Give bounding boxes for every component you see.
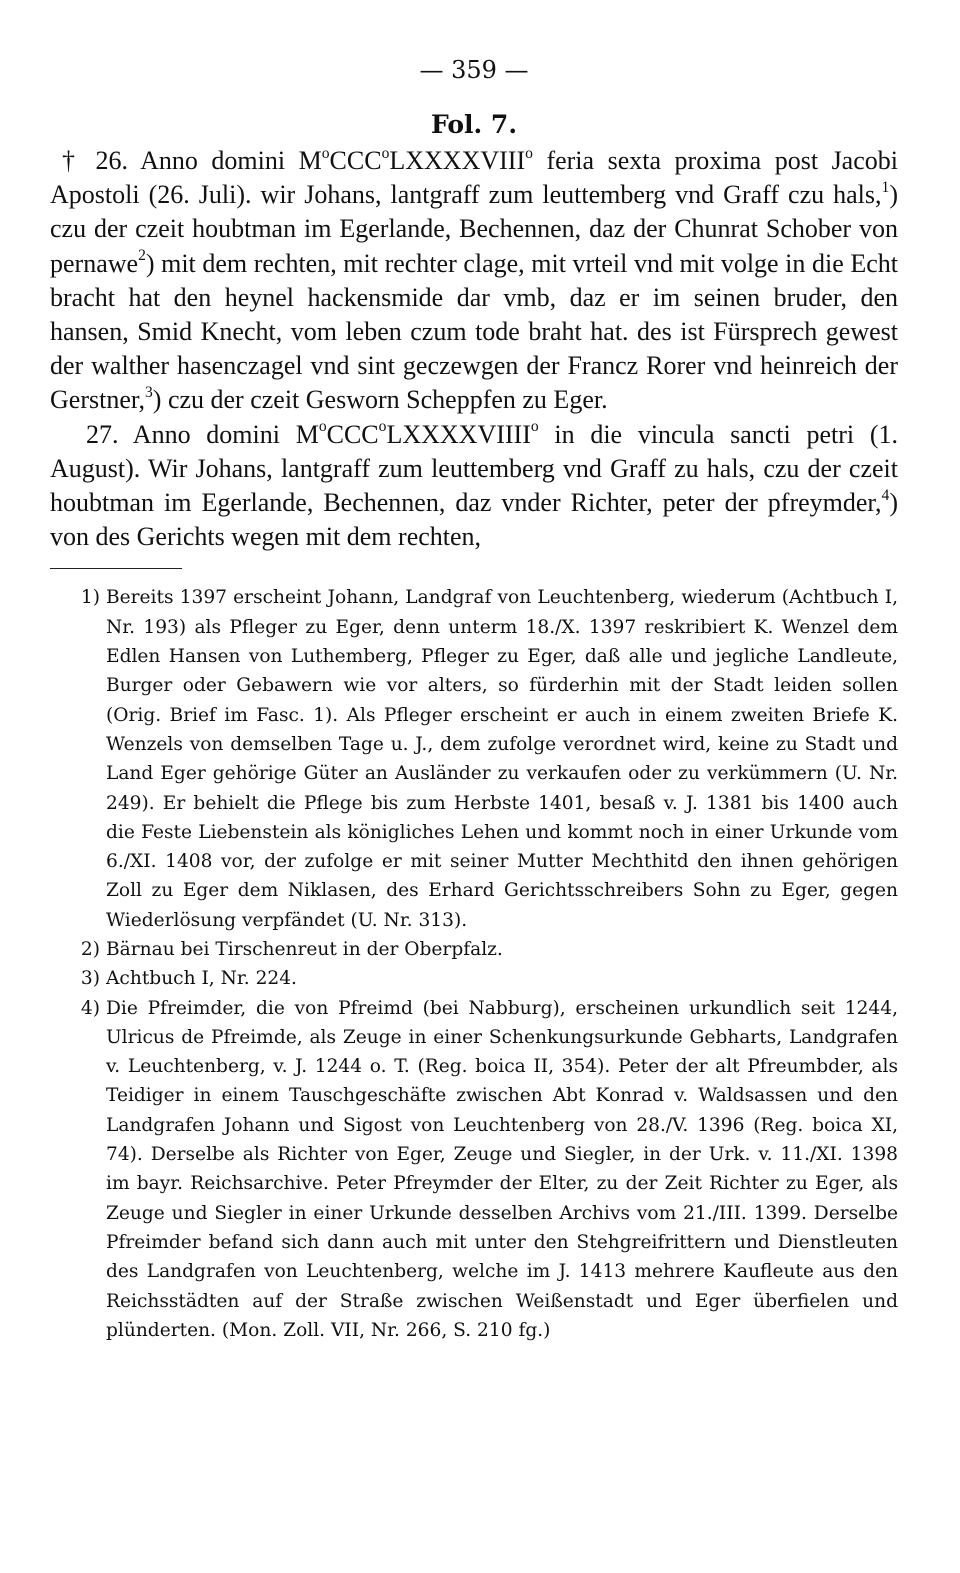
entry-lead: 27. Anno domini M bbox=[86, 419, 319, 449]
footnote-4 bbox=[50, 994, 898, 1346]
main-text bbox=[50, 144, 898, 554]
footnotes bbox=[50, 583, 898, 1345]
footnote-ref-2: 2 bbox=[138, 247, 146, 265]
entry-year-part: CCC bbox=[326, 419, 379, 449]
page-number: — 359 — bbox=[419, 56, 529, 84]
superscript: o bbox=[530, 418, 539, 436]
footnote-ref-3: 3 bbox=[144, 384, 153, 402]
superscript: o bbox=[381, 144, 390, 162]
footnote-ref-1: 1 bbox=[881, 179, 890, 196]
footnote-text: Die Pfreimder, die von Pfreimd (bei Nabburg), erscheinen urkundlich seit 1244, Ulricus de Pfreimde, als Zeuge in einer Schenkungsurkunde Gebharts, Landgrafen v. Leuchtenberg, v. J. 1244 o. T. (Reg. boica II, 354). Peter der alt Pfreumbder, als Teidiger in einem Tauschgeschäfte zwischen Abt Konrad v. Waldsassen und den Landgrafen Johann und Sigost von Leuchtenberg von 28./V. 1396 (Reg. boica XI, 74). Derselbe als Richter von Eger, Zeuge und Siegler, in der Urk. v. 11./XI. 1398 im bayr. Reichsarchive. Peter Pfreymder der Elter, zu der Zeit Richter zu Eger, als Zeuge und Siegler in einer Urkunde desselben Archivs vom 21./III. 1399. Derselbe Pfreimder befand sich dann auch mit unter den Stehgreifrittern und Dienstleuten des Landgrafen von Leuchtenberg, welche im J. 1413 mehrere Kaufleute aus den Reichsstädten auf der Straße zwischen Weißenstadt und Eger überfielen und plünderten. (Mon. Zoll. VII, Nr. 266, S. 210 fg.) bbox=[106, 997, 898, 1341]
footnote-number: 1) bbox=[80, 587, 100, 609]
footnote-3 bbox=[50, 964, 898, 993]
footnote-text: Achtbuch I, Nr. 224. bbox=[106, 968, 297, 990]
superscript: o bbox=[321, 144, 330, 162]
folio-heading: Fol. 7. bbox=[430, 110, 518, 139]
entry-text: ) czu der czeit Gesworn Scheppfen zu Eger. bbox=[152, 385, 608, 415]
entry-year-part: LXXXXVIIII bbox=[386, 419, 531, 449]
entry-lead: † 26. Anno domini M bbox=[62, 146, 322, 175]
entry-year-part: LXXXXVIII bbox=[389, 146, 526, 175]
footnote-text: Bereits 1397 erscheint Johann, Landgraf von Leuchtenberg, wiederum (Achtbuch I, Nr. 193) als Pfleger zu Eger, denn unterm 18./X. 1397 reskribiert K. Wenzel dem Edlen Hansen von Luthemberg, Pfleger zu Eger, daß alle und jegliche Landleute, Burger oder Gebawern wie vor alters, so fürderhin mit der Stadt leiden sollen (Orig. Brief im Fasc. 1). Als Pfleger erscheint er auch in einem zweiten Briefe K. Wenzels von demselben Tage u. J., dem zufolge verordnet wird, keine zu Stadt und Land Eger gehörige Güter an Ausländer zu verkaufen oder zu verkümmern (U. Nr. 249). Er behielt die Pflege bis zum Herbste 1401, besaß v. J. 1381 bis 1400 auch die Feste Liebenstein als königliches Lehen und kommt noch in einer Urkunde vom 6./XI. 1408 vor, der zufolge er mit seiner Mutter Mechthitd den ihnen gehörigen Zoll zu Eger dem Niklasen, des Erhard Gerichtsschreibers Sohn zu Eger, gegen Wiederlösung verpfändet (U. Nr. 313). bbox=[106, 587, 898, 931]
footnote-1 bbox=[50, 583, 898, 935]
footnote-divider bbox=[50, 568, 182, 569]
footnote-text: Bärnau bei Tirschenreut in der Oberpfalz. bbox=[106, 939, 503, 960]
entry-26 bbox=[50, 144, 898, 418]
entry-27 bbox=[50, 418, 898, 555]
footnote-number: 3) bbox=[80, 968, 100, 990]
entry-year-part: CCC bbox=[329, 146, 382, 175]
footnote-ref-4: 4 bbox=[881, 486, 890, 504]
footnote-2 bbox=[50, 935, 898, 964]
entry-text: ) von des Gerichts wegen mit dem rechten, bbox=[50, 488, 898, 552]
entry-text: ) mit dem rechten, mit rechter clage, mit vrteil vnd mit volge in die Echt bracht hat den heynel hackensmide dar vmb, daz er im seinen bruder, den hansen, Smid Knecht, vom leben czum tode braht hat. des ist Fürsprech gewest der walther hasenczagel vnd sint geczewgen der Francz Rorer vnd heinreich der Gerstner, bbox=[50, 248, 898, 415]
entry-text: ) czu der czeit houbtman im Egerlande, Bechennen, daz der Chunrat Schober von pernawe bbox=[50, 180, 898, 278]
superscript: o bbox=[318, 418, 327, 436]
entry-text: feria sexta proxima post Jacobi Apostoli (26. Juli). wir Johans, lantgraff zum leuttemberg vnd Graff czu hals, bbox=[50, 146, 898, 210]
footnote-number: 4) bbox=[80, 997, 100, 1019]
superscript: o bbox=[525, 144, 533, 162]
entry-text: in die vincula sancti petri (1. August). Wir Johans, lantgraff zum leuttemberg vnd Graff zu hals, czu der czeit houbtman im Egerlande, Bechennen, daz vnder Richter, peter der pfreymder, bbox=[50, 419, 898, 518]
superscript: o bbox=[378, 418, 387, 436]
footnote-number: 2) bbox=[80, 939, 100, 960]
